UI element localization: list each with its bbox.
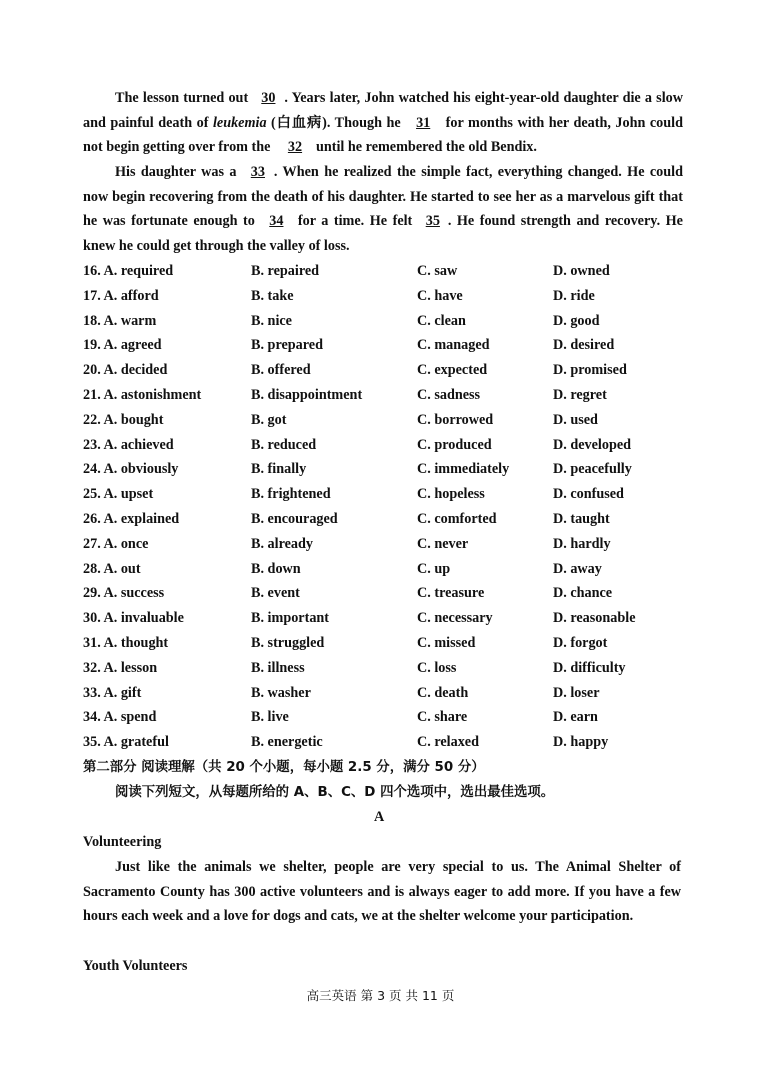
- option-a-label: A. invaluable: [103, 610, 184, 627]
- option-b: B. event: [251, 585, 300, 602]
- option-a: [83, 433, 174, 457]
- option-d: D. desired: [553, 337, 615, 354]
- question-number: 28.: [83, 560, 101, 577]
- option-c: C. expected: [417, 362, 488, 379]
- option-a-label: A. out: [103, 560, 141, 577]
- question-number: 19.: [83, 337, 101, 354]
- option-c: C. borrowed: [417, 411, 494, 428]
- option-c: C. death: [417, 684, 469, 701]
- option-a-label: A. once: [103, 535, 149, 552]
- passage-subtitle: Youth Volunteers: [83, 958, 188, 974]
- question-number: 31.: [83, 635, 101, 651]
- option-a: [83, 408, 163, 432]
- option-a-label: A. bought: [103, 411, 164, 428]
- option-b: B. down: [251, 560, 301, 577]
- option-b: B. got: [251, 411, 287, 428]
- option-a-label: A. agreed: [103, 337, 162, 354]
- option-b: B. live: [251, 709, 289, 726]
- question-row: [83, 705, 683, 729]
- option-a-label: A. decided: [103, 362, 168, 379]
- option-b: B. take: [251, 287, 294, 304]
- option-a: [83, 581, 164, 605]
- option-a: [83, 507, 179, 531]
- section-instruction: 阅读下列短文，从每题所给的 A、B、C、D 四个选项中，选出最佳选项。: [115, 785, 555, 800]
- option-c: C. up: [417, 560, 451, 577]
- option-a: [83, 606, 184, 630]
- option-d: D. ride: [553, 287, 595, 304]
- question-number: 16.: [83, 263, 101, 279]
- option-a-label: A. thought: [103, 635, 169, 651]
- blank-32: 32: [287, 139, 303, 156]
- option-a-label: A. lesson: [103, 659, 158, 676]
- option-d: D. used: [553, 411, 598, 428]
- option-b: B. frightened: [251, 486, 331, 503]
- option-b: B. disappointment: [251, 387, 363, 403]
- option-a: [83, 681, 141, 705]
- option-a: [83, 333, 162, 357]
- option-c: C. hopeless: [417, 486, 485, 503]
- option-a-label: A. grateful: [103, 734, 169, 751]
- passage-paragraph-1: The lesson turned out 30 . Years later, John watched his eight-year-old daughter die a slow and painful death of leukemia (白血病). Though he 31 for months with her death, John could not begin getting over from the 32 until he remembered the old Bendix.: [83, 86, 683, 160]
- question-number: 26.: [83, 511, 101, 527]
- passage-paragraph-2: His daughter was a 33 . When he realized the simple fact, everything changed. He could now begin recovering from the death of his daughter. He started to see her as a marvelous gift that he was fortunate enough to 34 for a time. He felt 35 . He found strength and recovery. He knew he could get through the valley of loss.: [83, 160, 683, 259]
- option-d: D. peacefully: [553, 461, 632, 478]
- option-b: B. offered: [251, 362, 311, 379]
- question-number: 21.: [83, 387, 101, 403]
- option-a-label: A. gift: [103, 684, 142, 701]
- option-b: B. encouraged: [251, 511, 338, 527]
- passage-title: Volunteering: [83, 834, 162, 850]
- blank-31: 31: [416, 114, 431, 131]
- option-d: D. away: [553, 560, 602, 577]
- option-d: D. regret: [553, 387, 607, 403]
- option-c: C. share: [417, 709, 468, 726]
- option-c: C. clean: [417, 312, 466, 329]
- question-row: [83, 309, 683, 333]
- option-c: C. comforted: [417, 511, 497, 527]
- option-c: C. immediately: [417, 461, 510, 478]
- blank-33: 33: [250, 164, 265, 180]
- blank-34: 34: [269, 213, 284, 230]
- question-row: [83, 656, 683, 680]
- question-number: 18.: [83, 312, 101, 329]
- question-number: 33.: [83, 684, 101, 701]
- question-number: 29.: [83, 585, 101, 602]
- option-a-label: A. warm: [103, 312, 157, 329]
- question-number: 23.: [83, 436, 101, 453]
- question-number: 30.: [83, 610, 101, 627]
- option-a: [83, 532, 148, 556]
- question-row: [83, 284, 683, 308]
- option-d: D. confused: [553, 486, 624, 503]
- question-number: 20.: [83, 362, 101, 379]
- option-a: [83, 705, 156, 729]
- option-b: B. reduced: [251, 436, 317, 453]
- option-b: B. prepared: [251, 337, 323, 354]
- option-c: C. necessary: [417, 610, 493, 627]
- option-a-label: A. upset: [103, 486, 154, 503]
- option-b: B. finally: [251, 461, 307, 478]
- question-row: [83, 557, 683, 581]
- option-a: [83, 284, 159, 308]
- question-row: [83, 631, 683, 655]
- question-row: [83, 581, 683, 605]
- option-b: B. nice: [251, 312, 292, 329]
- option-d: D. loser: [553, 684, 600, 701]
- option-d: D. developed: [553, 436, 632, 453]
- option-a: [83, 383, 201, 407]
- option-a: [83, 631, 168, 655]
- question-row: [83, 433, 683, 457]
- question-number: 22.: [83, 411, 101, 428]
- option-d: D. happy: [553, 734, 609, 751]
- option-a-label: A. afford: [103, 287, 159, 304]
- option-a: [83, 457, 178, 481]
- question-row: [83, 383, 683, 407]
- option-c: C. have: [417, 287, 463, 304]
- option-d: D. difficulty: [553, 659, 626, 676]
- passage-label: A: [374, 809, 385, 825]
- option-d: D. owned: [553, 263, 610, 279]
- option-c: C. relaxed: [417, 734, 479, 751]
- option-a: [83, 557, 141, 581]
- option-a-label: A. required: [103, 263, 174, 279]
- option-b: B. repaired: [251, 263, 320, 279]
- section-heading: 第二部分 阅读理解（共 20 个小题，每小题 2.5 分，满分 50 分）: [83, 760, 485, 775]
- option-a-label: A. success: [103, 585, 165, 602]
- question-row: [83, 333, 683, 357]
- question-row: [83, 408, 683, 432]
- question-number: 35.: [83, 734, 101, 751]
- option-a: [83, 656, 157, 680]
- option-b: B. energetic: [251, 734, 323, 751]
- option-c: C. saw: [417, 263, 458, 279]
- option-a-label: A. achieved: [103, 436, 174, 453]
- option-d: D. chance: [553, 585, 613, 602]
- option-d: D. reasonable: [553, 610, 636, 627]
- option-c: C. sadness: [417, 387, 481, 403]
- option-a: [83, 730, 169, 754]
- question-number: 25.: [83, 486, 101, 503]
- option-a-label: A. astonishment: [103, 387, 202, 403]
- question-number: 17.: [83, 287, 101, 304]
- option-a: [83, 259, 173, 283]
- question-number: 27.: [83, 535, 101, 552]
- question-row: [83, 730, 683, 754]
- page-footer: 高三英语 第 3 页 共 11 页: [306, 988, 455, 1003]
- question-number: 34.: [83, 709, 101, 726]
- question-row: [83, 482, 683, 506]
- option-b: B. illness: [251, 659, 305, 676]
- option-d: D. promised: [553, 362, 627, 379]
- option-a: [83, 309, 156, 333]
- question-row: [83, 606, 683, 630]
- option-d: D. earn: [553, 709, 598, 726]
- option-c: C. never: [417, 535, 469, 552]
- option-d: D. taught: [553, 511, 610, 527]
- reading-paragraph: Just like the animals we shelter, people are very special to us. The Animal Shelter of Sacramento County has 300 active volunteers and is always eager to add more. If you have a few hours each week and a love for dogs and cats, we at the shelter welcome your participation.: [83, 859, 681, 925]
- option-c: C. treasure: [417, 585, 485, 602]
- option-c: C. managed: [417, 337, 490, 354]
- question-row: [83, 532, 683, 556]
- option-d: D. good: [553, 312, 600, 329]
- option-a-label: A. obviously: [103, 461, 179, 478]
- option-a: [83, 482, 153, 506]
- option-d: D. hardly: [553, 535, 611, 552]
- blank-30: 30: [261, 90, 276, 106]
- option-b: B. already: [251, 535, 314, 552]
- option-a-label: A. spend: [103, 709, 157, 726]
- option-b: B. struggled: [251, 635, 325, 651]
- question-number: 32.: [83, 659, 101, 676]
- question-row: [83, 259, 683, 283]
- option-c: C. loss: [417, 659, 457, 676]
- option-a-label: A. explained: [103, 511, 180, 527]
- option-c: C. produced: [417, 436, 492, 453]
- question-number: 24.: [83, 461, 101, 478]
- blank-35: 35: [425, 213, 440, 230]
- question-row: [83, 681, 683, 705]
- option-b: B. washer: [251, 684, 311, 701]
- option-d: D. forgot: [553, 635, 608, 651]
- question-row: [83, 358, 683, 382]
- question-row: [83, 457, 683, 481]
- question-row: [83, 507, 683, 531]
- option-a: [83, 358, 167, 382]
- option-b: B. important: [251, 610, 330, 627]
- option-c: C. missed: [417, 635, 476, 651]
